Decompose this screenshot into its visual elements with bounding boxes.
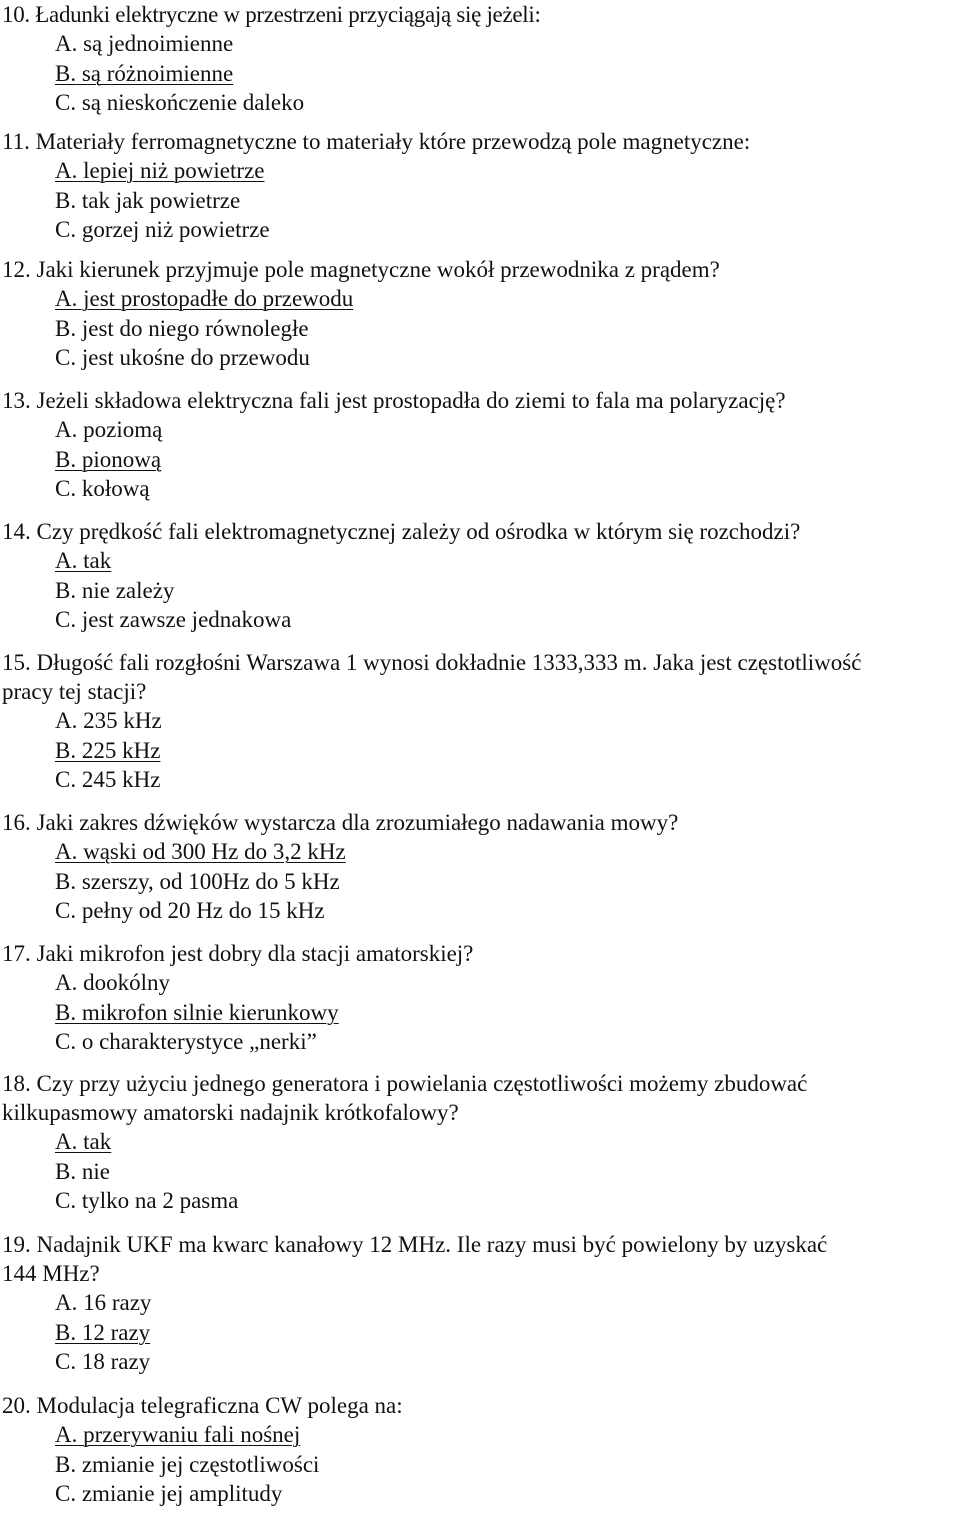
question-q12 — [2, 255, 960, 373]
answer-option — [2, 867, 960, 897]
answer-text: A. są jednoimienne — [55, 31, 234, 56]
answer-option — [2, 88, 960, 118]
answer-option-correct — [2, 445, 960, 475]
answer-option-correct — [2, 284, 960, 314]
question-q15 — [2, 648, 960, 795]
answer-option — [2, 343, 960, 373]
answer-text: B. jest do niego równoległe — [55, 315, 309, 341]
answer-text: C. jest ukośne do przewodu — [55, 345, 310, 370]
answer-option — [2, 186, 960, 216]
answer-text: C. jest zawsze jednakowa — [55, 607, 292, 632]
question-q19 — [2, 1230, 960, 1377]
answer-option-correct — [2, 156, 960, 186]
answer-option — [2, 1479, 960, 1509]
question-text: 15. Długość fali rozgłośni Warszawa 1 wynosi dokładnie 1333,333 m. Jaka jest częstotliwość — [2, 650, 862, 675]
question-q10 — [2, 0, 960, 118]
question-text: 13. Jeżeli składowa elektryczna fali jest prostopadła do ziemi to fala ma polaryzację? — [2, 388, 786, 413]
question-text: 11. Materiały ferromagnetyczne to materiały które przewodzą pole magnetyczne: — [2, 129, 751, 154]
question-text: 16. Jaki zakres dźwięków wystarcza dla zrozumiałego nadawania mowy? — [2, 810, 679, 835]
answer-text: A. poziomą — [55, 417, 163, 442]
answer-option — [2, 215, 960, 245]
question-text: 144 MHz? — [2, 1261, 100, 1286]
question-text: 20. Modulacja telegraficzna CW polega na: — [2, 1393, 403, 1418]
answer-text: C. 245 kHz — [55, 767, 161, 792]
answer-option — [2, 706, 960, 736]
question-q16 — [2, 808, 960, 926]
question-text: 10. Ładunki elektryczne w przestrzeni przyciągają się jeżeli: — [2, 2, 541, 27]
answer-option-correct — [2, 998, 960, 1028]
answer-option — [2, 605, 960, 635]
answer-option-correct — [2, 1127, 960, 1157]
question-text: 19. Nadajnik UKF ma kwarc kanałowy 12 MHz. Ile razy musi być powielony by uzyskać — [2, 1232, 828, 1257]
answer-text: A. tak — [55, 1129, 112, 1154]
answer-text: B. 12 razy — [55, 1319, 151, 1345]
question-text: 12. Jaki kierunek przyjmuje pole magnetyczne wokół przewodnika z prądem? — [2, 257, 720, 282]
answer-option — [2, 765, 960, 795]
answer-text: C. zmianie jej amplitudy — [55, 1481, 283, 1506]
question-q13 — [2, 386, 960, 504]
answer-text: C. tylko na 2 pasma — [55, 1188, 239, 1213]
answer-text: C. o charakterystyce „nerki” — [55, 1029, 317, 1054]
answer-text: B. nie zależy — [55, 577, 175, 603]
answer-option-correct — [2, 736, 960, 766]
answer-option-correct — [2, 546, 960, 576]
answer-option — [2, 314, 960, 344]
answer-text: B. 225 kHz — [55, 737, 161, 763]
answer-text: C. gorzej niż powietrze — [55, 217, 270, 242]
answer-option — [2, 576, 960, 606]
answer-text: B. zmianie jej częstotliwości — [55, 1451, 320, 1477]
answer-option-correct — [2, 1420, 960, 1450]
answer-option — [2, 896, 960, 926]
answer-option — [2, 968, 960, 998]
answer-text: C. są nieskończenie daleko — [55, 90, 305, 115]
answer-text: B. tak jak powietrze — [55, 187, 241, 213]
answer-text: B. nie — [55, 1158, 110, 1184]
question-q18 — [2, 1069, 960, 1216]
answer-text: A. 235 kHz — [55, 708, 162, 733]
question-text: 14. Czy prędkość fali elektromagnetycznej zależy od ośrodka w którym się rozchodzi? — [2, 519, 801, 544]
question-text: 18. Czy przy użyciu jednego generatora i powielania częstotliwości możemy zbudować — [2, 1071, 808, 1096]
answer-text: A. jest prostopadłe do przewodu — [55, 286, 354, 311]
question-q11 — [2, 127, 960, 245]
answer-text: C. kołową — [55, 476, 150, 501]
answer-option — [2, 1027, 960, 1057]
answer-option — [2, 415, 960, 445]
answer-text: B. pionową — [55, 446, 162, 472]
answer-text: B. szerszy, od 100Hz do 5 kHz — [55, 868, 340, 894]
answer-text: A. dookólny — [55, 970, 170, 995]
answer-option-correct — [2, 59, 960, 89]
answer-text: A. 16 razy — [55, 1290, 152, 1315]
question-text: 17. Jaki mikrofon jest dobry dla stacji amatorskiej? — [2, 941, 474, 966]
answer-text: A. tak — [55, 548, 112, 573]
question-text: kilkupasmowy amatorski nadajnik krótkofalowy? — [2, 1100, 459, 1125]
question-q20 — [2, 1391, 960, 1509]
answer-option — [2, 1288, 960, 1318]
answer-text: A. przerywaniu fali nośnej — [55, 1422, 301, 1447]
answer-option — [2, 1157, 960, 1187]
answer-option — [2, 474, 960, 504]
question-q14 — [2, 517, 960, 635]
answer-option — [2, 1450, 960, 1480]
answer-option-correct — [2, 837, 960, 867]
answer-text: A. wąski od 300 Hz do 3,2 kHz — [55, 839, 346, 864]
answer-option — [2, 29, 960, 59]
answer-option — [2, 1186, 960, 1216]
question-text: pracy tej stacji? — [2, 679, 147, 704]
answer-option-correct — [2, 1318, 960, 1348]
question-q17 — [2, 939, 960, 1057]
answer-option — [2, 1347, 960, 1377]
answer-text: A. lepiej niż powietrze — [55, 158, 265, 183]
answer-text: B. są różnoimienne — [55, 60, 234, 86]
answer-text: C. 18 razy — [55, 1349, 151, 1374]
answer-text: B. mikrofon silnie kierunkowy — [55, 999, 339, 1025]
answer-text: C. pełny od 20 Hz do 15 kHz — [55, 898, 325, 923]
